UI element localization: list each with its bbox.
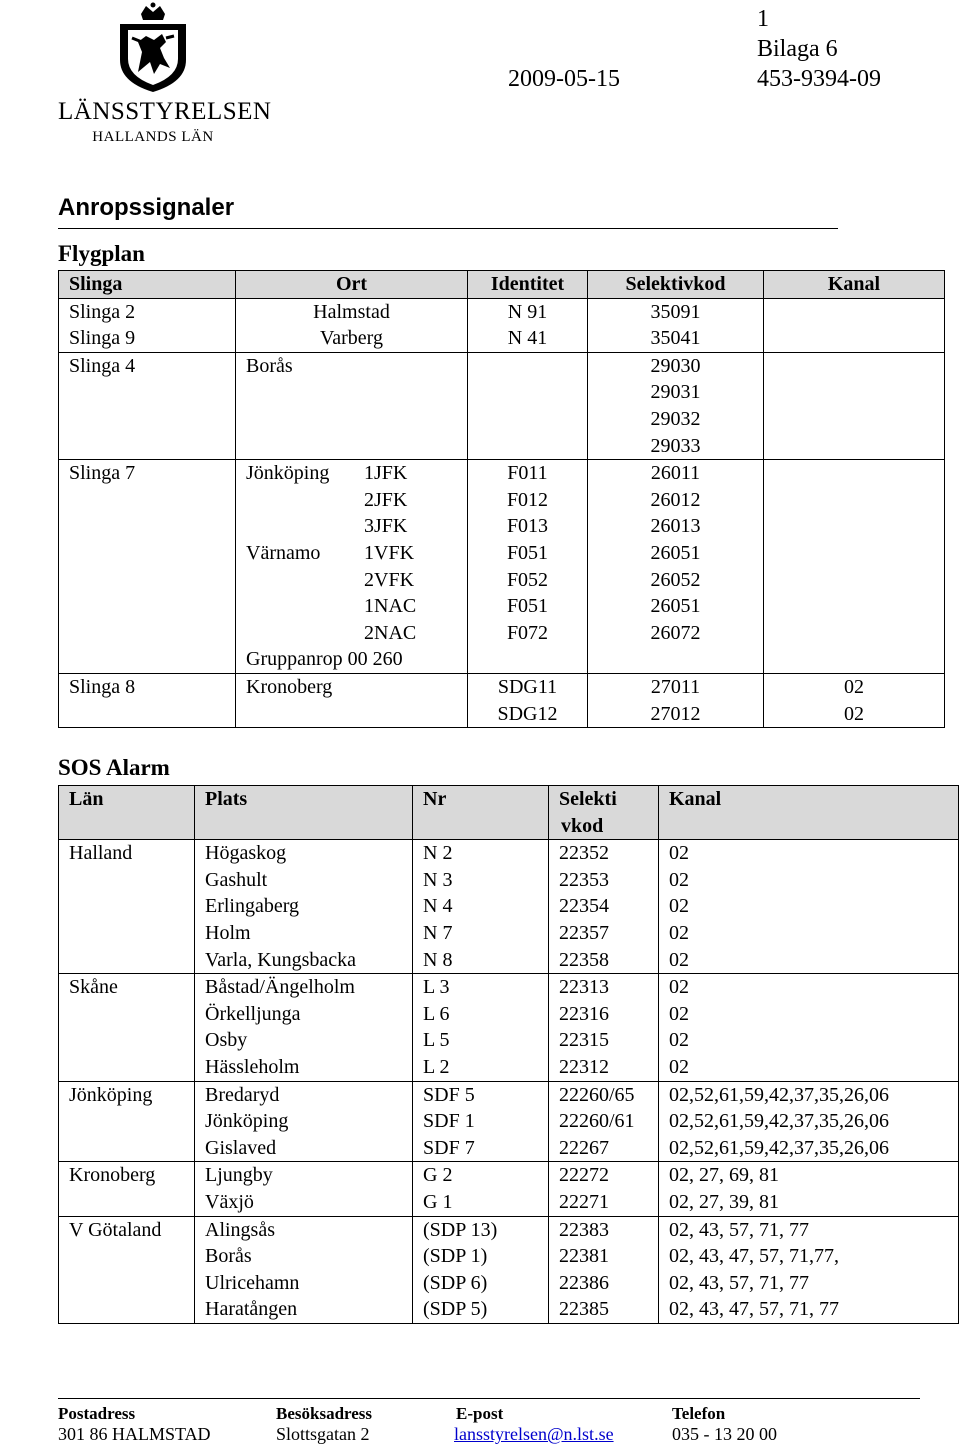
footer-email-link[interactable]: lansstyrelsen@n.lst.se [454,1424,614,1444]
nr-cell: L 3 L 6 L 5 L 2 [413,974,549,1081]
document-date: 2009-05-15 [508,66,620,92]
lan-cell: V Götaland [59,1216,195,1323]
slinga-cell: Slinga 4 [59,352,236,459]
column-header: Plats [195,786,413,840]
group-call: Gruppanrop 00 260 [246,648,403,671]
table-row [59,673,945,727]
selektivkod-cell: 35091 35041 [588,298,764,352]
table-row [59,1081,959,1162]
table-header-row [59,271,945,299]
selektivkod-cell: 22260/65 22260/61 22267 [549,1081,659,1162]
table-row [59,1216,959,1323]
identitet-cell: SDG11 SDG12 [468,673,588,727]
lan-cell: Kronoberg [59,1162,195,1216]
ort-line: 2NAC [364,621,417,644]
identitet-cell: N 91 N 41 [468,298,588,352]
sos-heading: SOS Alarm [58,755,170,780]
column-header: Ort [236,271,468,299]
lan-cell: Skåne [59,974,195,1081]
slinga-cell: Slinga 7 [59,460,236,674]
column-header: Selektivkod [588,271,764,299]
table-row [59,352,945,459]
nr-cell: G 2 G 1 [413,1162,549,1216]
footer-besoksadress: Slottsgatan 2 [276,1424,370,1444]
ort-cell [236,460,468,674]
footer-divider [58,1398,920,1399]
footer-telefon: 035 - 13 20 00 [672,1424,777,1444]
kanal-cell [764,460,945,674]
crown-lion-emblem-icon [108,2,198,94]
ort-cell: Kronoberg [236,673,468,727]
kanal-cell: 02 02 02 02 [659,974,959,1081]
plats-cell: Alingsås Borås Ulricehamn Haratången [195,1216,413,1323]
selektivkod-cell: 22272 22271 [549,1162,659,1216]
logo [58,2,272,152]
ort-line: Värnamo 1VFK [246,541,415,564]
kanal-cell [764,352,945,459]
ort-line: Jönköping 1JFK [246,462,408,485]
column-header: Slinga [59,271,236,299]
table-row [59,460,945,674]
kanal-cell: 02,52,61,59,42,37,35,26,06 02,52,61,59,42,37,35,26,06 02,52,61,59,42,37,35,26,06 [659,1081,959,1162]
attachment-label: Bilaga 6 [757,36,838,62]
selektivkod-cell: 27011 27012 [588,673,764,727]
kanal-cell [764,298,945,352]
document-reference: 453-9394-09 [757,66,881,92]
plats-cell: Båstad/Ängelholm Örkelljunga Osby Hässleholm [195,974,413,1081]
table-header-row [59,786,959,840]
kanal-cell: 02 02 [764,673,945,727]
nr-cell: (SDP 13) (SDP 1) (SDP 6) (SDP 5) [413,1216,549,1323]
kanal-cell: 02 02 02 02 02 [659,840,959,974]
slinga-cell: Slinga 8 [59,673,236,727]
selektivkod-cell: 22383 22381 22386 22385 [549,1216,659,1323]
flygplan-heading: Flygplan [58,241,145,266]
plats-cell: Ljungby Växjö [195,1162,413,1216]
column-header: Kanal [764,271,945,299]
column-header: Nr [413,786,549,840]
nr-cell: SDF 5 SDF 1 SDF 7 [413,1081,549,1162]
page-title: Anropssignaler [58,194,235,221]
column-header: Identitet [468,271,588,299]
identitet-cell: F011 F012 F013 F051 F052 F051 F072 [468,460,588,674]
selektivkod-cell: 29030 29031 29032 29033 [588,352,764,459]
ort-line: 2VFK [364,568,415,591]
footer-postadress: 301 86 HALMSTAD [58,1424,211,1444]
ort-cell: Halmstad Varberg [236,298,468,352]
sos-alarm-table [58,785,959,1324]
title-divider [58,228,838,229]
column-header: Kanal [659,786,959,840]
footer-label-besoksadress: Besöksadress [276,1404,373,1423]
table-row [59,840,959,974]
plats-cell: Högaskog Gashult Erlingaberg Holm Varla, Kungsbacka [195,840,413,974]
table-row [59,298,945,352]
organization-name: LÄNSSTYRELSEN [58,98,272,125]
column-header: Selekti vkod [549,786,659,840]
flygplan-table [58,270,945,728]
lan-cell: Jönköping [59,1081,195,1162]
organization-region: HALLANDS LÄN [92,129,214,145]
table-row [59,1162,959,1216]
column-header: Län [59,786,195,840]
selektivkod-cell: 26011 26012 26013 26051 26052 26051 26072 [588,460,764,674]
kanal-cell: 02, 27, 69, 81 02, 27, 39, 81 [659,1162,959,1216]
lan-cell: Halland [59,840,195,974]
kanal-cell: 02, 43, 57, 71, 77 02, 43, 47, 57, 71,77, 02, 43, 57, 71, 77 02, 43, 47, 57, 71, 77 [659,1216,959,1323]
ort-line: 3JFK [364,515,408,538]
plats-cell: Bredaryd Jönköping Gislaved [195,1081,413,1162]
page-number: 1 [757,6,769,32]
identitet-cell [468,352,588,459]
ort-cell: Borås [236,352,468,459]
slinga-cell: Slinga 2 Slinga 9 [59,298,236,352]
selektivkod-cell: 22352 22353 22354 22357 22358 [549,840,659,974]
table-row [59,974,959,1081]
footer-label-postadress: Postadress [58,1404,136,1423]
ort-line: 2JFK [364,488,408,511]
footer-label-telefon: Telefon [672,1404,726,1423]
selektivkod-cell: 22313 22316 22315 22312 [549,974,659,1081]
ort-line: 1NAC [364,595,417,618]
footer-label-epost: E-post [456,1404,504,1423]
nr-cell: N 2 N 3 N 4 N 7 N 8 [413,840,549,974]
